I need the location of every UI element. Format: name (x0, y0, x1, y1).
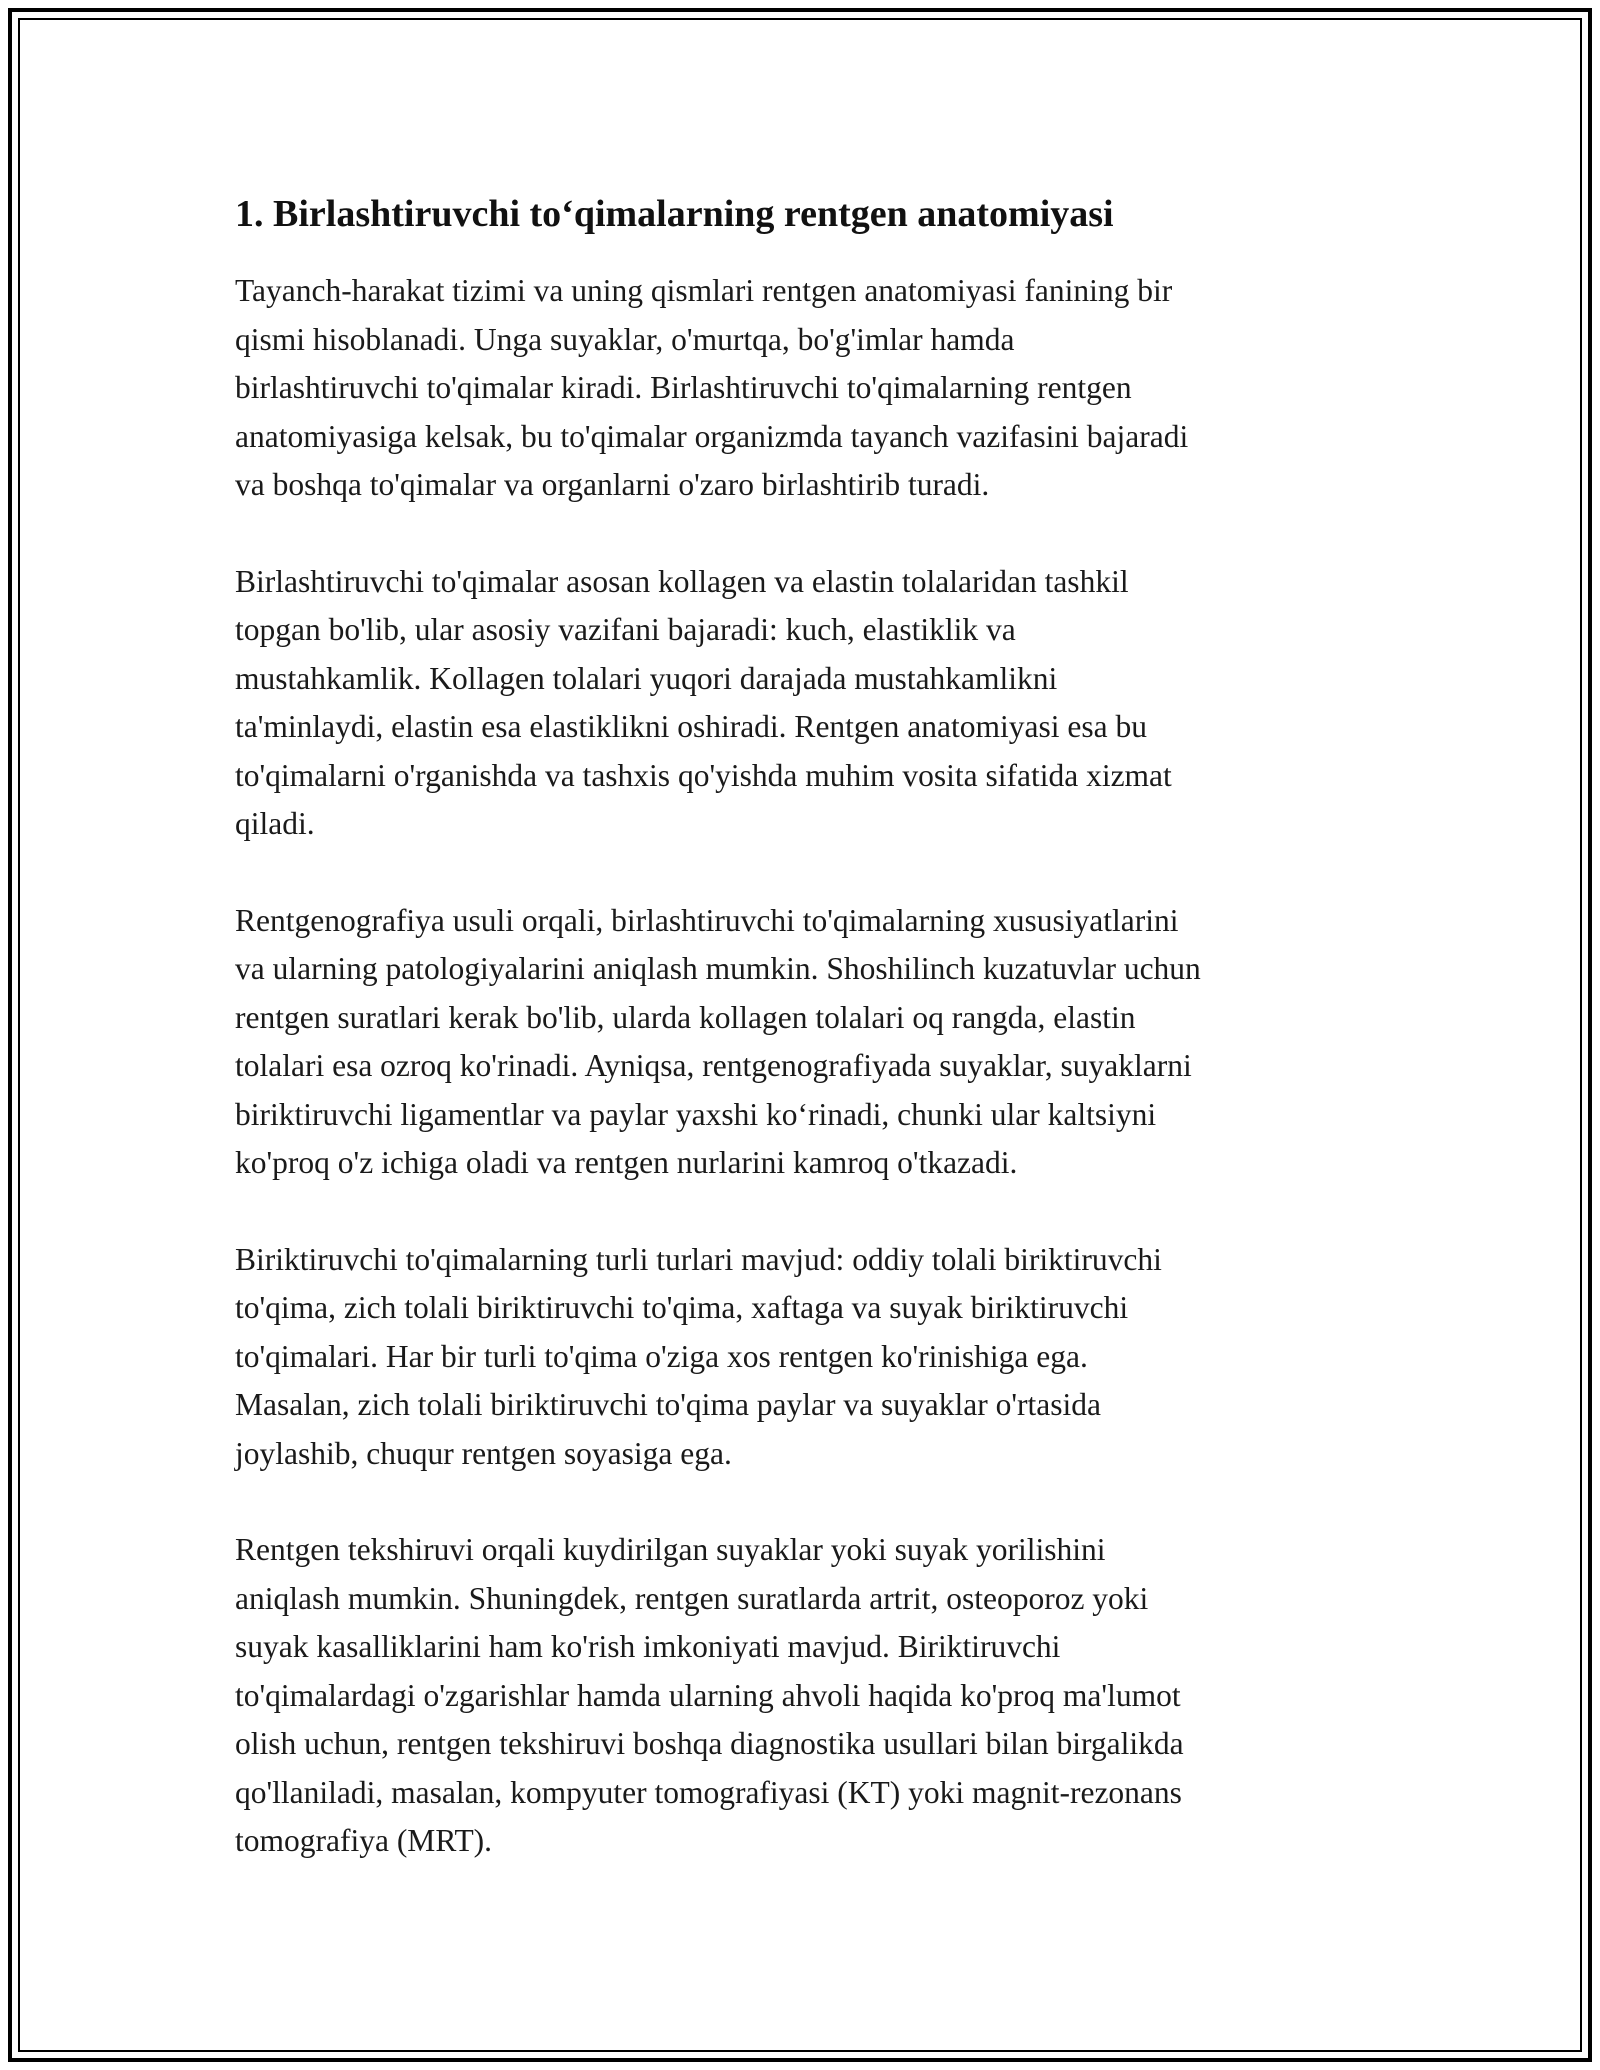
paragraph-line: olish uchun, rentgen tekshiruvi boshqa diagnostika usullari bilan birgalikda (235, 1726, 1184, 1761)
paragraph-line: va boshqa to'qimalar va organlarni o'zaro birlashtirib turadi. (235, 467, 990, 502)
paragraph-line: qismi hisoblanadi. Unga suyaklar, o'murtqa, bo'g'imlar hamda (235, 321, 1015, 357)
paragraph-line: ko'proq o'z ichiga oladi va rentgen nurlarini kamroq o'tkazadi. (235, 1145, 1018, 1180)
paragraph-line: birlashtiruvchi to'qimalar kiradi. Birlashtiruvchi to'qimalarning rentgen (235, 370, 1132, 405)
paragraph-line: tomografiya (MRT). (235, 1823, 493, 1858)
paragraph-line: joylashib, chuqur rentgen soyasiga ega. (235, 1435, 732, 1471)
paragraph-line: Biriktiruvchi to'qimalarning turli turlari mavjud: oddiy tolali biriktiruvchi (235, 1241, 1162, 1277)
paragraph-line: rentgen suratlari kerak bo'lib, ularda kollagen tolalari oq rangda, elastin (235, 999, 1136, 1035)
paragraph-line: suyak kasalliklarini ham ko'rish imkoniyati mavjud. Biriktiruvchi (235, 1629, 1061, 1664)
paragraph-line: to'qimalari. Har bir turli to'qima o'ziga xos rentgen ko'rinishiga ega. (235, 1338, 1088, 1374)
document-body (235, 185, 1365, 1914)
paragraph-line: anatomiyasiga kelsak, bu to'qimalar organizmda tayanch vazifasini bajaradi (235, 418, 1189, 454)
paragraph-line: Masalan, zich tolali biriktiruvchi to'qima paylar va suyaklar o'rtasida (235, 1387, 1101, 1422)
paragraph-line: ta'minlaydi, elastin esa elastiklikni oshiradi. Rentgen anatomiyasi esa bu (235, 709, 1147, 744)
paragraph-line: Rentgen tekshiruvi orqali kuydirilgan suyaklar yoki suyak yorilishini (235, 1532, 1106, 1567)
paragraph-line: Birlashtiruvchi to'qimalar asosan kollagen va elastin tolalaridan tashkil (235, 563, 1129, 599)
paragraph-3 (235, 897, 1365, 1188)
paragraph-line: va ularning patologiyalarini aniqlash mumkin. Shoshilinch kuzatuvlar uchun (235, 951, 1201, 986)
paragraph-line: topgan bo'lib, ular asosiy vazifani bajaradi: kuch, elastiklik va (235, 612, 1016, 647)
paragraph-line: biriktiruvchi ligamentlar va paylar yaxshi ko‘rinadi, chunki ular kaltsiyni (235, 1096, 1157, 1132)
paragraph-line: qo'llaniladi, masalan, kompyuter tomografiyasi (KT) yoki magnit-rezonans (235, 1774, 1182, 1810)
paragraph-4 (235, 1236, 1365, 1479)
paragraph-line: aniqlash mumkin. Shuningdek, rentgen suratlarda artrit, osteoporoz yoki (235, 1580, 1149, 1616)
document-title: 1. Birlashtiruvchi to‘qimalarning rentgen anatomiyasi (235, 193, 1114, 235)
paragraph-5 (235, 1526, 1365, 1866)
paragraph-line: tolalari esa ozroq ko'rinadi. Ayniqsa, rentgenografiyada suyaklar, suyaklarni (235, 1048, 1192, 1083)
paragraph-line: Tayanch-harakat tizimi va uning qismlari rentgen anatomiyasi fanining bir (235, 273, 1173, 308)
paragraph-line: to'qimalardagi o'zgarishlar hamda ularning ahvoli haqida ko'proq ma'lumot (235, 1677, 1181, 1713)
paragraph-1 (235, 267, 1365, 510)
paragraph-line: to'qimalarni o'rganishda va tashxis qo'yishda muhim vosita sifatida xizmat (235, 757, 1172, 793)
paragraph-line: Rentgenografiya usuli orqali, birlashtiruvchi to'qimalarning xususiyatlarini (235, 902, 1179, 938)
paragraph-line: to'qima, zich tolali biriktiruvchi to'qima, xaftaga va suyak biriktiruvchi (235, 1290, 1129, 1325)
paragraph-2 (235, 558, 1365, 849)
paragraph-line: mustahkamlik. Kollagen tolalari yuqori darajada mustahkamlikni (235, 660, 1058, 696)
paragraph-line: qiladi. (235, 806, 315, 841)
